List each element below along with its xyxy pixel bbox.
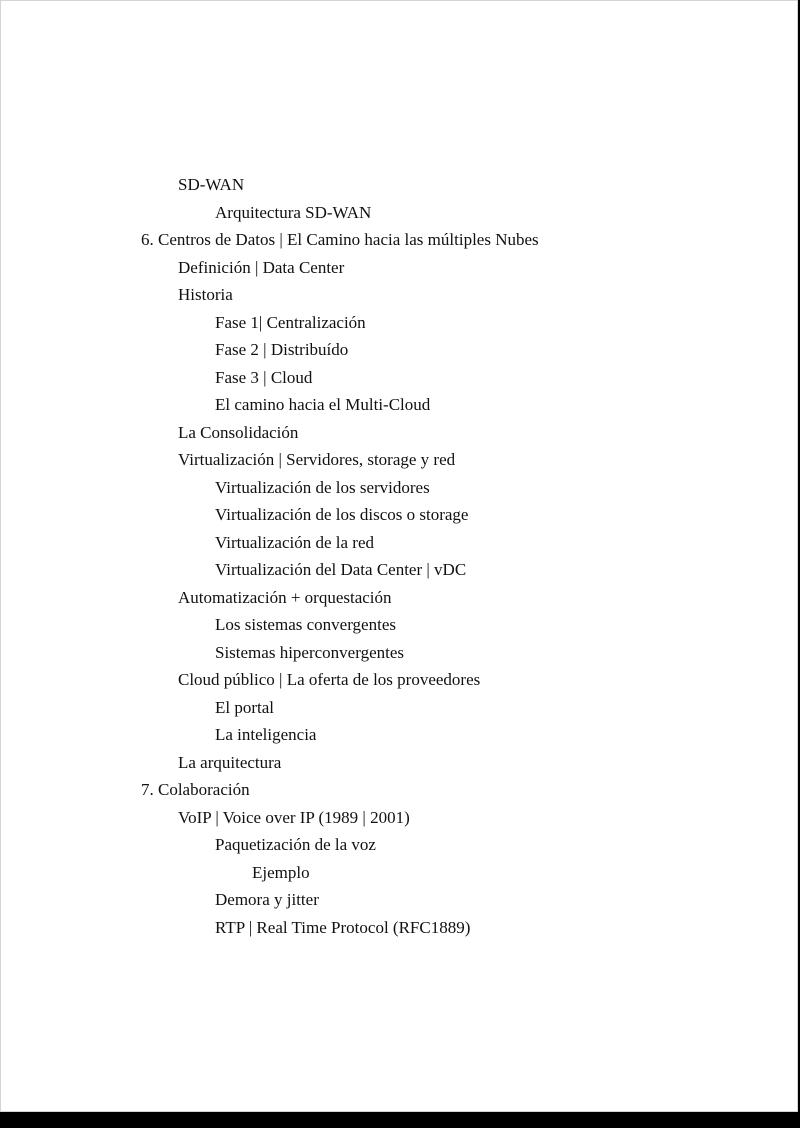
toc-entry[interactable]: Cloud público | La oferta de los proveedores (178, 670, 481, 689)
toc-entry[interactable]: Historia (178, 285, 233, 304)
toc-entry[interactable]: Sistemas hiperconvergentes (215, 642, 405, 662)
bottom-bar (0, 1112, 800, 1128)
toc-entry[interactable]: Arquitectura SD-WAN (215, 202, 372, 222)
toc-entry[interactable]: Ejemplo (252, 862, 310, 882)
toc-entry[interactable]: Virtualización de los discos o storage (215, 505, 469, 524)
toc-entry[interactable]: Paquetización de la voz (215, 835, 376, 854)
toc-entry[interactable]: Automatización + orquestación (178, 587, 392, 607)
toc-entry[interactable]: Virtualización | Servidores, storage y red (178, 450, 456, 469)
table-of-contents (1, 171, 781, 941)
toc-entry[interactable]: Demora y jitter (215, 890, 319, 909)
toc-entry[interactable]: La Consolidación (178, 422, 299, 442)
toc-entry[interactable]: RTP | Real Time Protocol (RFC1889) (215, 917, 471, 937)
toc-entry[interactable]: La inteligencia (215, 725, 317, 744)
toc-entry[interactable]: La arquitectura (178, 752, 282, 772)
toc-entry[interactable]: Fase 2 | Distribuído (215, 340, 349, 359)
toc-entry[interactable]: Definición | Data Center (178, 257, 345, 277)
toc-entry[interactable]: Virtualización de la red (215, 532, 374, 552)
toc-entry[interactable]: Virtualización de los servidores (215, 477, 430, 497)
toc-entry[interactable]: Fase 1| Centralización (215, 312, 366, 332)
toc-entry[interactable]: Virtualización del Data Center | vDC (215, 560, 467, 579)
toc-entry[interactable]: VoIP | Voice over IP (1989 | 2001) (178, 807, 410, 827)
toc-entry[interactable]: El portal (215, 697, 275, 717)
toc-entry[interactable]: 7. Colaboración (141, 780, 250, 799)
toc-entry[interactable]: SD-WAN (178, 175, 245, 194)
toc-entry[interactable]: Fase 3 | Cloud (215, 367, 313, 387)
toc-entry[interactable]: Los sistemas convergentes (215, 615, 396, 634)
toc-entry[interactable]: 6. Centros de Datos | El Camino hacia las múltiples Nubes (141, 230, 539, 249)
toc-entry[interactable]: El camino hacia el Multi-Cloud (215, 395, 431, 414)
